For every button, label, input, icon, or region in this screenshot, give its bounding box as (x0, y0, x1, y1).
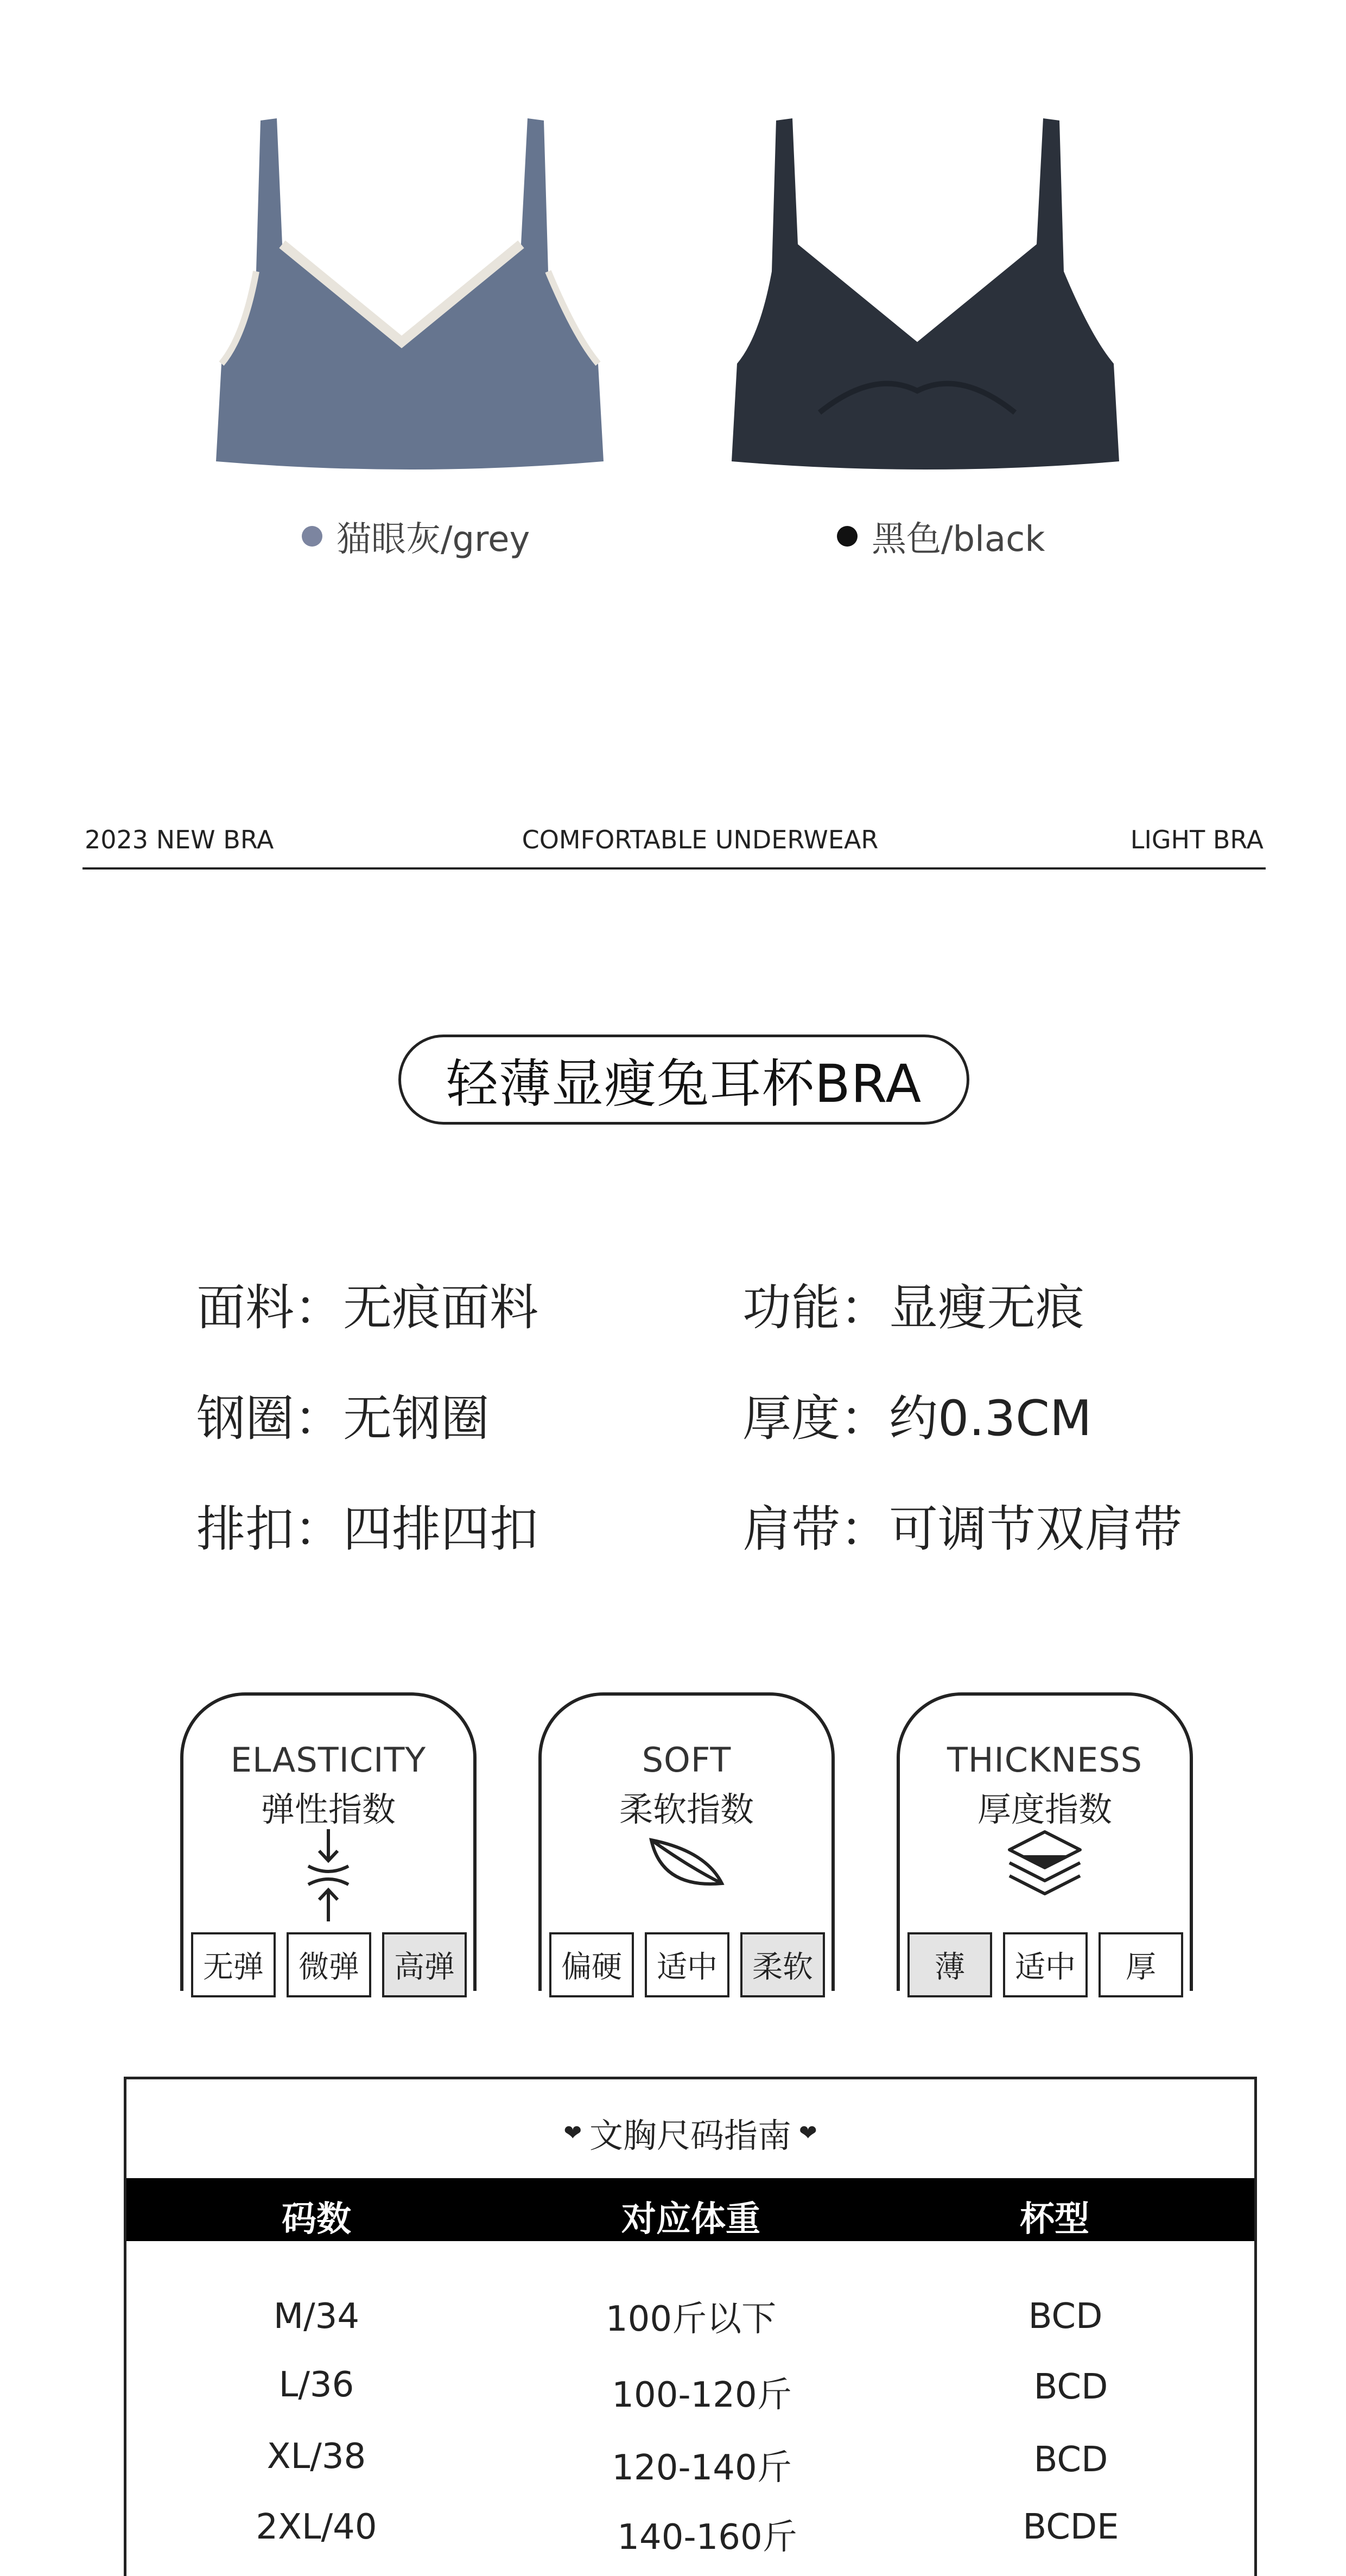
option-none: 无弹 (191, 1932, 276, 1997)
option-thin-selected: 薄 (907, 1932, 992, 1997)
color-label-grey (302, 511, 530, 561)
bra-shape (732, 118, 1119, 469)
cell-size: 2XL/40 (256, 2507, 377, 2547)
feather-icon (542, 1829, 831, 1905)
cell-weight: 120-140斤 (612, 2448, 792, 2488)
cell-weight: 140-160斤 (617, 2517, 797, 2558)
option-firm: 偏硬 (549, 1932, 634, 1997)
index-title-en: SOFT (642, 1740, 732, 1780)
header-cup: 杯型 (1020, 2199, 1089, 2239)
spec-straps: 肩带：可调节双肩带 (742, 1501, 1182, 1558)
option-high-selected: 高弹 (382, 1932, 467, 1997)
option-soft-selected: 柔软 (740, 1932, 825, 1997)
layers-icon (900, 1829, 1190, 1905)
size-guide-table (124, 2077, 1257, 2576)
table-header (126, 2178, 1254, 2241)
header-weight: 对应体重 (621, 2199, 760, 2239)
index-title-en: ELASTICITY (230, 1740, 427, 1780)
header-size: 码数 (282, 2199, 351, 2239)
elasticity-icon (183, 1829, 473, 1921)
spec-underwire: 钢圈：无钢圈 (196, 1390, 490, 1447)
heart-icon: ❤ (799, 2120, 817, 2146)
option-medium: 适中 (1003, 1932, 1088, 1997)
index-options (191, 1932, 467, 1997)
index-title-en: THICKNESS (947, 1740, 1142, 1780)
index-options (549, 1932, 825, 1997)
banner-right: LIGHT BRA (1130, 825, 1264, 854)
index-title-zh: 厚度指数 (977, 1790, 1112, 1829)
banner-divider (82, 867, 1266, 870)
bra-shape (216, 118, 604, 469)
option-slight: 微弹 (287, 1932, 371, 1997)
cell-size: L/36 (278, 2365, 354, 2405)
option-medium: 适中 (645, 1932, 729, 1997)
color-dot-black (837, 526, 858, 547)
color-name: 猫眼灰/grey (336, 519, 530, 560)
cell-cup: BCDE (1023, 2507, 1119, 2547)
heart-icon: ❤ (563, 2120, 582, 2146)
cell-size: XL/38 (266, 2437, 366, 2477)
bra-image-black (711, 109, 1140, 488)
color-dot-grey (302, 526, 322, 547)
banner-left: 2023 NEW BRA (85, 825, 274, 854)
spec-thickness: 厚度：约0.3CM (742, 1390, 1092, 1447)
index-card-thickness (897, 1692, 1193, 1991)
color-label-black (837, 511, 1045, 561)
cell-cup: BCD (1033, 2440, 1108, 2480)
size-guide-title-text: 文胸尺码指南 (589, 2116, 791, 2155)
size-guide-title (126, 2109, 1254, 2157)
spec-function: 功能：显瘦无痕 (742, 1279, 1084, 1336)
spec-fabric: 面料：无痕面料 (196, 1279, 538, 1336)
banner-center: COMFORTABLE UNDERWEAR (522, 825, 879, 854)
cell-cup: BCD (1028, 2296, 1103, 2337)
cell-size: M/34 (273, 2296, 360, 2337)
bra-image-grey (195, 109, 624, 488)
color-name: 黑色/black (872, 519, 1045, 560)
index-card-soft (538, 1692, 835, 1991)
index-title-zh: 柔软指数 (619, 1790, 754, 1829)
cell-weight: 100-120斤 (612, 2375, 792, 2415)
spec-hooks: 排扣：四排四扣 (196, 1501, 538, 1558)
option-thick: 厚 (1099, 1932, 1183, 1997)
index-card-elasticity (180, 1692, 477, 1991)
cell-weight: 100斤以下 (605, 2299, 777, 2339)
index-title-zh: 弹性指数 (261, 1790, 396, 1829)
product-title: 轻薄显瘦兔耳杯BRA (398, 1035, 969, 1125)
cell-cup: BCD (1033, 2367, 1108, 2407)
index-options (907, 1932, 1183, 1997)
